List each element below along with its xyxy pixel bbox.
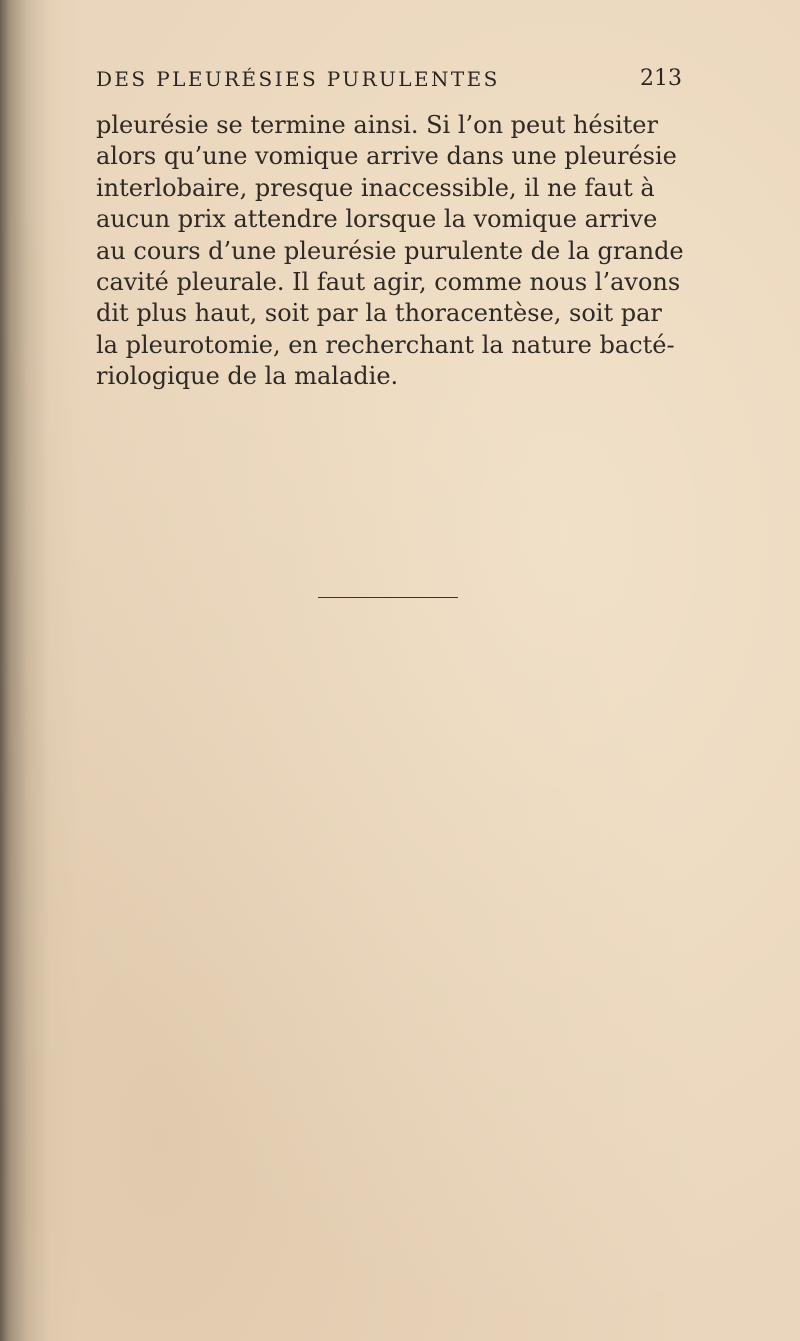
text-line: interlobaire, presque inaccessible, il ne faut à xyxy=(96,173,655,202)
text-line: pleurésie se termine ainsi. Si l’on peut hésiter xyxy=(96,111,658,139)
text-line: au cours d’une pleurésie purulente de la grande xyxy=(96,236,684,265)
section-end-rule xyxy=(318,597,458,598)
text-line: riologique de la maladie. xyxy=(96,362,399,391)
text-line: alors qu’une vomique arrive dans une pleurésie xyxy=(96,142,677,171)
page-number: 213 xyxy=(640,66,682,91)
body-paragraph xyxy=(96,110,696,393)
text-line: aucun prix attendre lorsque la vomique arrive xyxy=(96,205,658,234)
text-line: la pleurotomie, en recherchant la nature bacté- xyxy=(96,330,675,359)
text-line: dit plus haut, soit par la thoracentèse, soit par xyxy=(96,299,662,328)
text-line: cavité pleurale. Il faut agir, comme nous l’avons xyxy=(96,268,681,297)
running-head xyxy=(96,63,682,95)
running-title: DES PLEURÉSIES PURULENTES xyxy=(96,67,500,91)
binding-shadow xyxy=(0,0,80,1341)
